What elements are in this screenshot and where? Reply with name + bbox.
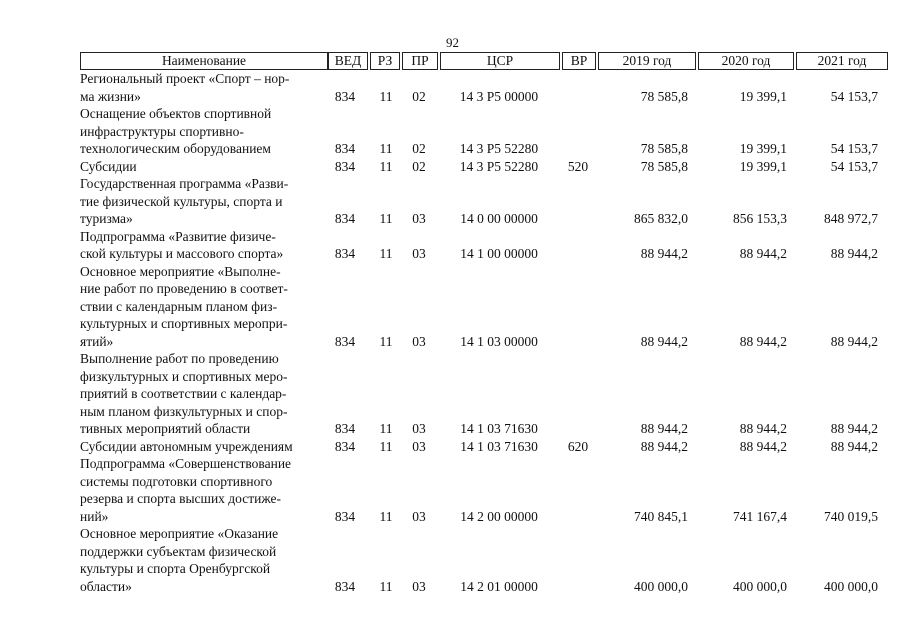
row-name: [80, 350, 320, 438]
cell-pr: 03: [412, 508, 426, 524]
cell-y2020: 741 167,4: [733, 508, 787, 524]
cell-ved: 834: [334, 246, 356, 261]
row-name-line: Государственная программа «Разви-: [80, 176, 289, 191]
row-name-line: физкультурных и спортивных меро-: [80, 368, 288, 384]
row-name-line: Субсидии: [80, 158, 137, 174]
cell-pr: 03: [412, 421, 426, 436]
row-name-line: культуры и спорта Оренбургской: [80, 561, 271, 576]
table-header: [80, 52, 888, 70]
row-name-line: ской культуры и массового спорта»: [80, 246, 284, 261]
cell-csr: 14 2 01 00000: [460, 578, 538, 594]
table-row: [0, 158, 905, 176]
cell-rz: 11: [379, 578, 393, 594]
cell-y2021: 88 944,2: [830, 421, 878, 436]
cell-y2020: 856 153,3: [733, 211, 787, 226]
cell-ved: 834: [334, 141, 356, 156]
cell-y2021: 54 153,7: [830, 141, 878, 156]
header-2021: 2021 год: [796, 52, 888, 70]
cell-y2019: 88 944,2: [640, 421, 688, 436]
row-name-line: тие физической культуры, спорта и: [80, 193, 283, 209]
cell-y2020: 88 944,2: [739, 333, 787, 349]
cell-ved: 834: [334, 438, 356, 454]
cell-y2021: 88 944,2: [830, 333, 878, 349]
row-name: [80, 455, 320, 525]
cell-csr: 14 3 P5 00000: [459, 88, 539, 104]
header-ved: ВЕД: [328, 52, 368, 70]
row-name-line: Оснащение объектов спортивной: [80, 106, 272, 121]
cell-y2021: 88 944,2: [830, 438, 878, 454]
cell-csr: 14 3 P5 52280: [459, 158, 539, 174]
header-vr: ВР: [562, 52, 596, 70]
cell-y2020: 19 399,1: [739, 141, 787, 156]
cell-y2020: 88 944,2: [739, 438, 787, 454]
row-name-line: ствии с календарным планом физ-: [80, 298, 278, 314]
row-name-line: туризма»: [80, 211, 133, 226]
header-csr: ЦСР: [440, 52, 560, 70]
cell-ved: 834: [334, 158, 356, 174]
table-row: [0, 175, 905, 228]
cell-csr: 14 1 00 00000: [460, 246, 538, 261]
cell-y2019: 88 944,2: [640, 438, 688, 454]
cell-y2021: 54 153,7: [830, 88, 878, 104]
header-rz: РЗ: [370, 52, 400, 70]
row-name: [80, 228, 320, 263]
cell-pr: 03: [412, 211, 426, 226]
table-row: [0, 70, 905, 105]
cell-ved: 834: [334, 578, 356, 594]
cell-rz: 11: [379, 88, 393, 104]
cell-rz: 11: [379, 508, 393, 524]
row-name-line: ятий»: [80, 333, 114, 349]
cell-csr: 14 1 03 71630: [460, 438, 538, 454]
row-name-line: приятий в соответствии с календар-: [80, 386, 287, 401]
row-name: [80, 70, 320, 105]
table-row: [0, 263, 905, 351]
row-name: [80, 105, 320, 158]
row-name-line: резерва и спорта высших достиже-: [80, 491, 282, 506]
cell-rz: 11: [379, 141, 393, 156]
row-name: [80, 175, 320, 228]
cell-rz: 11: [379, 246, 393, 261]
cell-pr: 03: [412, 246, 426, 261]
cell-y2021: 400 000,0: [824, 578, 878, 594]
cell-csr: 14 0 00 00000: [460, 211, 538, 226]
row-name-line: области»: [80, 578, 132, 594]
cell-ved: 834: [334, 333, 356, 349]
cell-pr: 03: [412, 578, 426, 594]
cell-ved: 834: [334, 88, 356, 104]
table-row: [0, 455, 905, 525]
cell-y2020: 400 000,0: [733, 578, 787, 594]
cell-y2021: 848 972,7: [824, 211, 878, 226]
header-2020: 2020 год: [698, 52, 794, 70]
cell-y2021: 740 019,5: [824, 508, 878, 524]
row-name: [80, 158, 320, 176]
cell-y2020: 88 944,2: [739, 246, 787, 261]
cell-csr: 14 2 00 00000: [460, 508, 538, 524]
row-name-line: ма жизни»: [80, 88, 141, 104]
cell-csr: 14 1 03 71630: [460, 421, 538, 436]
cell-csr: 14 1 03 00000: [460, 333, 538, 349]
table-row: [0, 105, 905, 158]
cell-y2020: 19 399,1: [739, 158, 787, 174]
row-name-line: тивных мероприятий области: [80, 421, 251, 436]
header-name: Наименование: [80, 52, 328, 70]
row-name-line: Основное мероприятие «Выполне-: [80, 263, 281, 279]
cell-y2019: 88 944,2: [640, 333, 688, 349]
cell-ved: 834: [334, 421, 356, 436]
page-number: 92: [446, 35, 459, 50]
cell-vr: 620: [567, 438, 589, 454]
row-name-line: Основное мероприятие «Оказание: [80, 526, 279, 541]
table-row: [0, 438, 905, 456]
cell-csr: 14 3 P5 52280: [459, 141, 539, 156]
cell-rz: 11: [379, 211, 393, 226]
row-name-line: ным планом физкультурных и спор-: [80, 403, 288, 419]
cell-rz: 11: [379, 421, 393, 436]
cell-rz: 11: [379, 158, 393, 174]
row-name-line: ние работ по проведению в соответ-: [80, 281, 288, 296]
cell-rz: 11: [379, 333, 393, 349]
row-name-line: Выполнение работ по проведению: [80, 351, 279, 366]
header-pr: ПР: [402, 52, 438, 70]
cell-ved: 834: [334, 211, 356, 226]
cell-y2019: 740 845,1: [634, 508, 688, 524]
cell-y2019: 865 832,0: [634, 211, 688, 226]
cell-rz: 11: [379, 438, 393, 454]
table-row: [0, 350, 905, 438]
cell-vr: 520: [567, 158, 589, 174]
row-name: [80, 263, 320, 351]
row-name: [80, 525, 320, 595]
cell-y2020: 88 944,2: [739, 421, 787, 436]
cell-y2019: 78 585,8: [640, 88, 688, 104]
row-name-line: ний»: [80, 508, 109, 524]
cell-y2019: 400 000,0: [634, 578, 688, 594]
row-name-line: технологическим оборудованием: [80, 141, 271, 156]
row-name-line: поддержки субъектам физической: [80, 543, 277, 559]
cell-pr: 03: [412, 438, 426, 454]
header-2019: 2019 год: [598, 52, 696, 70]
row-name: [80, 438, 320, 456]
cell-y2021: 88 944,2: [830, 246, 878, 261]
row-name-line: Субсидии автономным учреждениям: [80, 438, 293, 454]
cell-pr: 02: [412, 158, 426, 174]
table-row: [0, 228, 905, 263]
row-name-line: Подпрограмма «Совершенствование: [80, 456, 292, 471]
row-name-line: системы подготовки спортивного: [80, 473, 273, 489]
cell-y2021: 54 153,7: [830, 158, 878, 174]
cell-pr: 02: [412, 88, 426, 104]
row-name-line: инфраструктуры спортивно-: [80, 123, 244, 139]
row-name-line: Подпрограмма «Развитие физиче-: [80, 228, 276, 244]
cell-y2020: 19 399,1: [739, 88, 787, 104]
table-row: [0, 525, 905, 595]
cell-pr: 03: [412, 333, 426, 349]
cell-y2019: 78 585,8: [640, 158, 688, 174]
cell-ved: 834: [334, 508, 356, 524]
row-name-line: культурных и спортивных меропри-: [80, 316, 288, 331]
cell-pr: 02: [412, 141, 426, 156]
row-name-line: Региональный проект «Спорт – нор-: [80, 71, 290, 86]
cell-y2019: 88 944,2: [640, 246, 688, 261]
cell-y2019: 78 585,8: [640, 141, 688, 156]
